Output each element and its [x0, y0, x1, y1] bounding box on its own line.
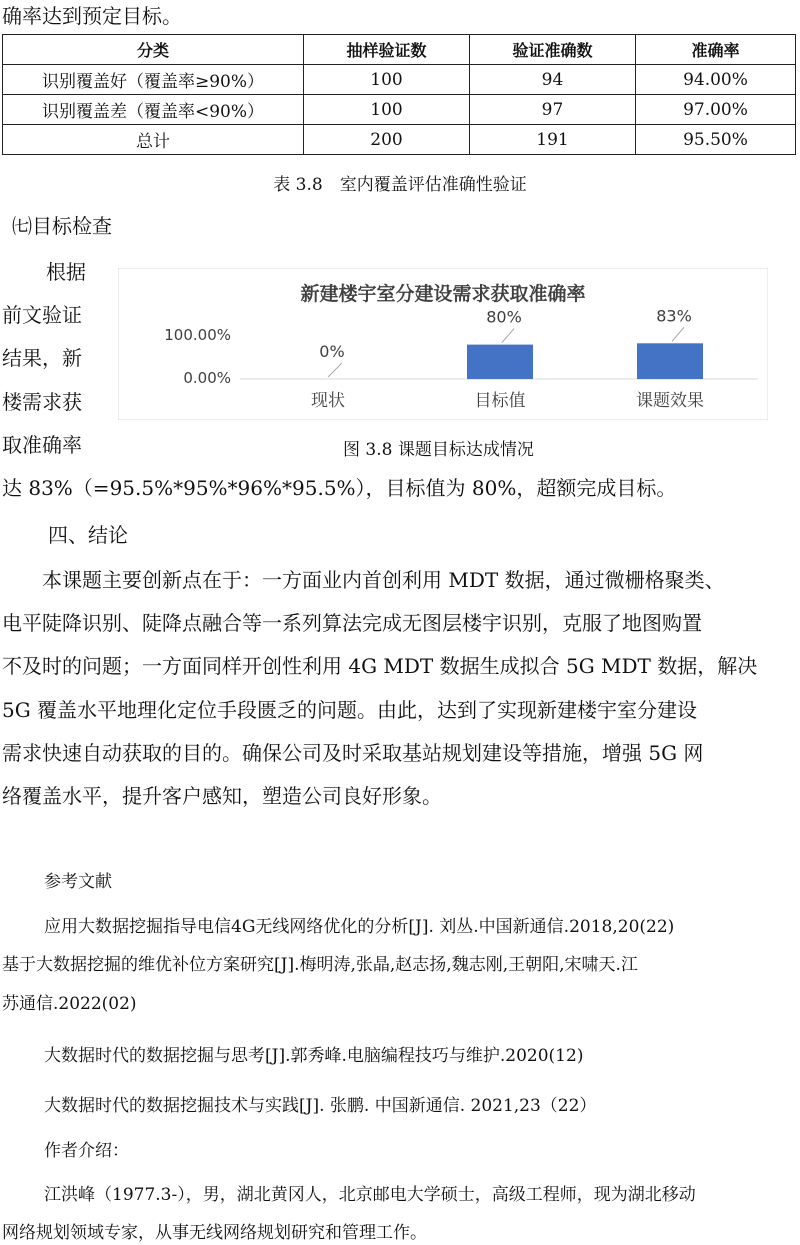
figure-caption: 图 3.8 课题目标达成情况: [343, 440, 534, 460]
wrap-text-line: 取准确率: [2, 433, 82, 457]
author-title: 作者介绍：: [44, 1141, 129, 1161]
table-cell: 200: [304, 125, 470, 155]
wrap-text-line: 前文验证: [2, 303, 82, 327]
conclusion-line: 电平陡降识别、陡降点融合等一系列算法完成无图层楼宇识别，克服了地图购置: [2, 611, 702, 635]
data-label: 80%: [486, 307, 522, 327]
result-line: 达 83%（=95.5%*95%*96%*95.5%），目标值为 80%，超额完成目标。: [2, 476, 677, 500]
table-cell: 94: [470, 65, 636, 95]
reference-item: 大数据时代的数据挖掘与思考[J].郭秀峰.电脑编程技巧与维护.2020(12): [44, 1046, 584, 1066]
table-header-cell: 抽样验证数: [304, 35, 470, 65]
table-cell: 191: [470, 125, 636, 155]
references-title: 参考文献: [44, 872, 112, 892]
section-title: ㈦目标检查: [12, 214, 112, 238]
table-cell: 97.00%: [636, 95, 796, 125]
author-line: 网络规划领域专家，从事无线网络规划研究和管理工作。: [2, 1223, 427, 1243]
reference-item: 基于大数据挖掘的维优补位方案研究[J].梅明涛,张晶,赵志扬,魏志刚,王朝阳,宋啸天.江: [2, 955, 638, 975]
table-cell: 94.00%: [636, 65, 796, 95]
y-tick-label: 100.00%: [164, 326, 231, 344]
y-tick-label: 0.00%: [183, 369, 231, 387]
table-cell: 识别覆盖差（覆盖率<90%）: [3, 95, 304, 125]
wrap-text-line: 结果，新: [2, 346, 82, 370]
chart-title: 新建楼宇室分建设需求获取准确率: [300, 283, 586, 305]
x-tick-label: 现状: [311, 391, 345, 411]
reference-item: 应用大数据挖掘指导电信4G无线网络优化的分析[J]. 刘丛.中国新通信.2018,20(22): [44, 917, 675, 937]
table-header-cell: 分类: [3, 35, 304, 65]
table-row: [3, 65, 796, 95]
table-cell: 97: [470, 95, 636, 125]
x-tick-label: 目标值: [474, 391, 526, 411]
section-title: 四、结论: [48, 523, 128, 547]
bar: [467, 345, 533, 379]
table-header-row: [3, 35, 796, 65]
reference-item: 苏通信.2022(02): [2, 994, 137, 1014]
wrap-text-line: 楼需求获: [2, 390, 82, 414]
accuracy-table: [2, 34, 796, 155]
bar: [637, 343, 703, 379]
table-cell: 识别覆盖好（覆盖率≥90%）: [3, 65, 304, 95]
data-label: 83%: [656, 306, 692, 326]
reference-item: 大数据时代的数据挖掘技术与实践[J]. 张鹏. 中国新通信. 2021,23（22）: [44, 1096, 597, 1116]
table-caption: 表 3.8 室内覆盖评估准确性验证: [273, 175, 527, 195]
intro-line: 确率达到预定目标。: [2, 4, 182, 28]
table-row: [3, 95, 796, 125]
conclusion-line: 不及时的问题；一方面同样开创性利用 4G MDT 数据生成拟合 5G MDT 数据，解决: [2, 654, 758, 678]
author-line: 江洪峰（1977.3-），男，湖北黄冈人，北京邮电大学硕士，高级工程师，现为湖北移动: [44, 1185, 696, 1205]
table-cell: 总计: [3, 125, 304, 155]
conclusion-line: 络覆盖水平，提升客户感知，塑造公司良好形象。: [2, 784, 442, 808]
conclusion-line: 本课题主要创新点在于：一方面业内首创利用 MDT 数据，通过微栅格聚类、: [2, 568, 725, 592]
accuracy-chart: [118, 268, 768, 420]
table-cell: 100: [304, 95, 470, 125]
table-header-cell: 验证准确数: [470, 35, 636, 65]
table-header-cell: 准确率: [636, 35, 796, 65]
table-cell: 95.50%: [636, 125, 796, 155]
table-cell: 100: [304, 65, 470, 95]
wrap-text-line: 根据: [46, 260, 86, 284]
data-label: 0%: [319, 342, 345, 361]
x-tick-label: 课题效果: [636, 391, 704, 411]
accuracy-chart-svg: [118, 268, 768, 420]
conclusion-line: 需求快速自动获取的目的。确保公司及时采取基站规划建设等措施，增强 5G 网: [2, 741, 704, 765]
conclusion-line: 5G 覆盖水平地理化定位手段匮乏的问题。由此，达到了实现新建楼宇室分建设: [2, 698, 698, 722]
table-row: [3, 125, 796, 155]
